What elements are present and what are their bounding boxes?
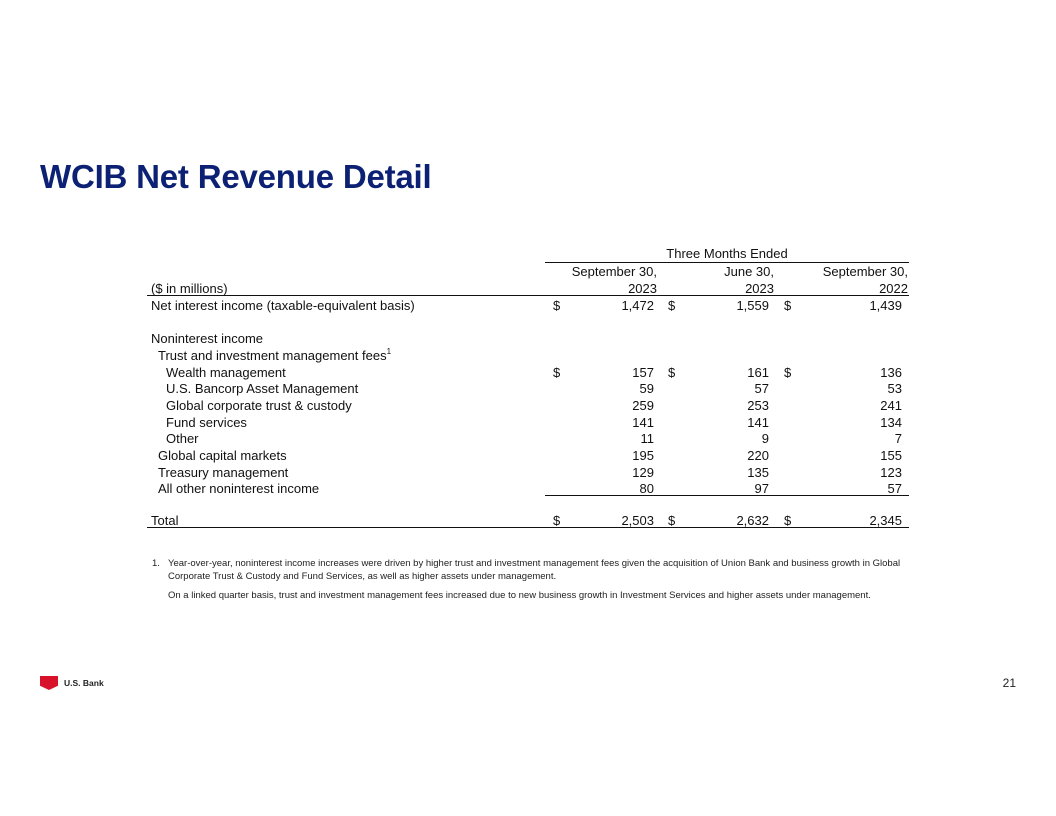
cell-value: 59: [639, 381, 654, 396]
row-label: Wealth management: [166, 365, 286, 380]
cell-value: 57: [754, 381, 769, 396]
dollar-sign: $: [668, 365, 676, 380]
row-label: Total: [151, 513, 179, 528]
cell-value: 157: [632, 365, 654, 380]
cell-value: 53: [887, 381, 902, 396]
cell-value: 80: [639, 481, 654, 496]
footnote-text-secondary: On a linked quarter basis, trust and investment management fees increased due to new business growth in Investment Services and higher assets under management.: [168, 590, 871, 601]
cell-value: 141: [632, 415, 654, 430]
row-label: Fund services: [166, 415, 247, 430]
cell-value: 253: [747, 398, 769, 413]
cell-value: 7: [894, 431, 902, 446]
footnote-number: 1.: [152, 558, 160, 569]
brand-logo: [40, 676, 104, 690]
cell-value: 2,345: [869, 513, 902, 528]
cell-value: 9: [761, 431, 769, 446]
col3-header-line1: September 30,: [822, 264, 908, 279]
cell-value: 123: [880, 465, 902, 480]
cell-value: 141: [747, 415, 769, 430]
col2-header-line2: 2023: [745, 281, 774, 296]
row-label: Treasury management: [158, 465, 289, 480]
page-title: WCIB Net Revenue Detail: [40, 158, 432, 195]
total-rule: [147, 527, 909, 528]
cell-value: 220: [747, 448, 769, 463]
cell-value: 136: [880, 365, 902, 380]
row-label: Global capital markets: [158, 448, 287, 463]
cell-value: 2,632: [736, 513, 769, 528]
dollar-sign: $: [784, 365, 792, 380]
cell-value: 2,503: [621, 513, 654, 528]
cell-value: 161: [747, 365, 769, 380]
page-number: 21: [1002, 676, 1016, 690]
subsection-heading: Trust and investment management fees$^1$: [158, 347, 392, 363]
cell-value: 135: [747, 465, 769, 480]
cell-value: 1,439: [869, 298, 902, 313]
footnote-marker: 1: [386, 347, 392, 356]
row-label: Other: [166, 431, 199, 446]
col3-header-line2: 2022: [879, 281, 908, 296]
cell-value: 155: [880, 448, 902, 463]
header-group-rule: [545, 262, 909, 263]
cell-value: 97: [754, 481, 769, 496]
cell-value: 259: [632, 398, 654, 413]
cell-value: 57: [887, 481, 902, 496]
footnote-text: Year-over-year, noninterest income increases were driven by higher trust and investment management fees given the acquisition of Union Bank and business growth in Global Corporate Trust & Custody and Fund Services, as well as higher assets under management.: [168, 558, 901, 582]
brand-name: U.S. Bank: [64, 678, 104, 688]
col1-header-line1: September 30,: [571, 264, 657, 279]
cell-value: 241: [880, 398, 902, 413]
unit-label: ($ in millions): [151, 281, 228, 296]
cell-value: 1,472: [621, 298, 654, 313]
col2-header-line1: June 30,: [724, 264, 774, 279]
header-group: Three Months Ended: [666, 246, 788, 261]
dollar-sign: $: [668, 298, 676, 313]
dollar-sign: $: [553, 365, 561, 380]
dollar-sign: $: [553, 513, 561, 528]
section-heading: Noninterest income: [151, 331, 263, 346]
row-label: All other noninterest income: [158, 481, 320, 496]
col1-header-line2: 2023: [628, 281, 657, 296]
footnotes: [152, 557, 912, 602]
row-label: U.S. Bancorp Asset Management: [166, 381, 359, 396]
cell-value: 195: [632, 448, 654, 463]
cell-value: 129: [632, 465, 654, 480]
dollar-sign: $: [784, 513, 792, 528]
cell-value: 11: [640, 431, 654, 446]
subtotal-rule: [545, 495, 909, 496]
cell-value: 1,559: [736, 298, 769, 313]
row-label: Net interest income (taxable-equivalent basis): [151, 298, 415, 313]
dollar-sign: $: [668, 513, 676, 528]
dollar-sign: $: [784, 298, 792, 313]
shield-icon: [40, 676, 58, 690]
row-label: Global corporate trust & custody: [166, 398, 352, 413]
header-rule: [147, 295, 909, 296]
cell-value: 134: [880, 415, 902, 430]
dollar-sign: $: [553, 298, 561, 313]
